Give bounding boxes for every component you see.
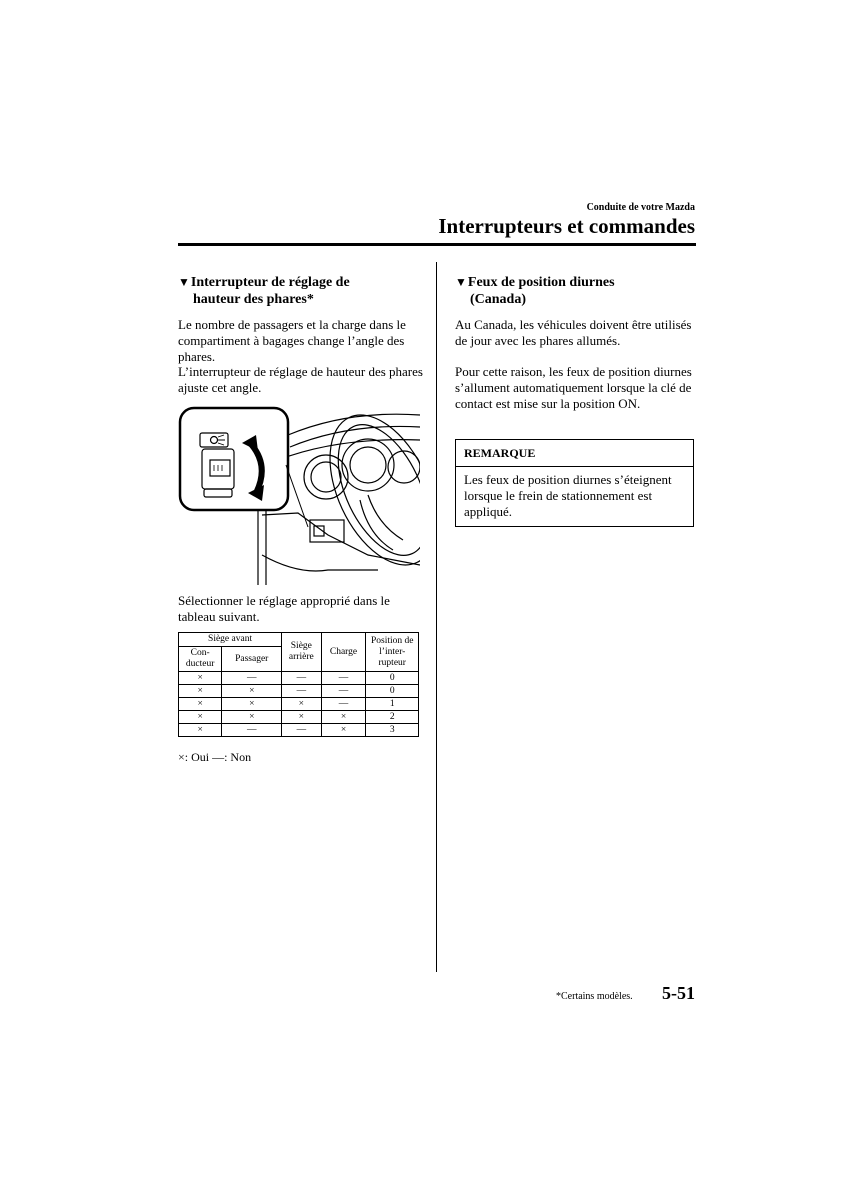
triangle-marker-icon: ▼ <box>178 275 190 289</box>
triangle-marker-icon: ▼ <box>455 275 467 289</box>
table-row <box>179 685 419 698</box>
table-cell: × <box>179 672 222 685</box>
table-cell: 0 <box>366 685 419 698</box>
table-cell: × <box>321 711 366 724</box>
table-cell: × <box>179 685 222 698</box>
table-row <box>179 724 419 737</box>
note-box <box>455 439 694 527</box>
paragraph: Sélectionner le réglage approprié dans le tableau suivant. <box>178 593 390 624</box>
headlight-leveling-switch-illustration <box>178 405 420 585</box>
table-cell: — <box>222 724 282 737</box>
table-cell: 3 <box>366 724 419 737</box>
paragraph: Au Canada, les véhicules doivent être utilisés de jour avec les phares allumés. <box>455 317 692 348</box>
page-number: 5-51 <box>662 983 695 1003</box>
heading-line-2: hauteur des phares* <box>193 292 314 307</box>
table-legend: ×: Oui —: Non <box>178 750 252 764</box>
table-row <box>179 698 419 711</box>
table-cell: × <box>222 698 282 711</box>
table-row <box>179 711 419 724</box>
note-divider <box>456 466 693 467</box>
note-title: REMARQUE <box>464 446 536 460</box>
note-text: Les feux de position diurnes s’éteignent lorsque le frein de stationnement est appliqué. <box>464 472 672 519</box>
daytime-running-lights-heading <box>455 274 695 308</box>
table-cell: × <box>282 711 321 724</box>
table-header-driver: Con-ducteur <box>179 647 222 672</box>
heading-line-2: (Canada) <box>470 292 527 307</box>
column-divider <box>436 262 437 972</box>
table-cell: — <box>282 685 321 698</box>
table-cell: × <box>179 724 222 737</box>
table-cell: — <box>282 672 321 685</box>
table-cell: — <box>321 698 366 711</box>
header-rule <box>178 243 696 246</box>
table-cell: — <box>222 672 282 685</box>
table-cell: × <box>282 698 321 711</box>
table-header-load: Charge <box>321 633 366 672</box>
table-cell: — <box>282 724 321 737</box>
table-cell: × <box>222 685 282 698</box>
table-cell: — <box>321 685 366 698</box>
paragraph: Le nombre de passagers et la charge dans le compartiment à bagages change l’angle des phares. <box>178 317 406 364</box>
table-cell: 2 <box>366 711 419 724</box>
headlight-setting-table <box>178 632 419 737</box>
table-cell: × <box>222 711 282 724</box>
table-cell: × <box>179 698 222 711</box>
heading-line-1: Interrupteur de réglage de <box>190 275 350 290</box>
table-row <box>179 672 419 685</box>
table-cell: — <box>321 672 366 685</box>
table-cell: × <box>179 711 222 724</box>
paragraph: Pour cette raison, les feux de position diurnes s’allument automatiquement lorsque la clé de contact est mise sur la position ON. <box>455 364 692 411</box>
table-cell: 0 <box>366 672 419 685</box>
table-header-rear-seat: Siège arrière <box>282 633 321 672</box>
footnote: *Certains modèles. <box>556 991 633 1002</box>
table-header-passenger: Passager <box>222 647 282 672</box>
page-title: Interrupteurs et commandes <box>438 214 695 238</box>
section-label: Conduite de votre Mazda <box>586 202 695 213</box>
table-cell: × <box>321 724 366 737</box>
table-cell: 1 <box>366 698 419 711</box>
headlight-leveling-heading <box>178 274 428 308</box>
table-header-front-seat: Siège avant <box>179 633 282 647</box>
heading-line-1: Feux de position diurnes <box>467 275 615 290</box>
table-header-switch-position: Position de l’inter-rupteur <box>366 633 419 672</box>
paragraph: L’interrupteur de réglage de hauteur des phares ajuste cet angle. <box>178 364 423 395</box>
